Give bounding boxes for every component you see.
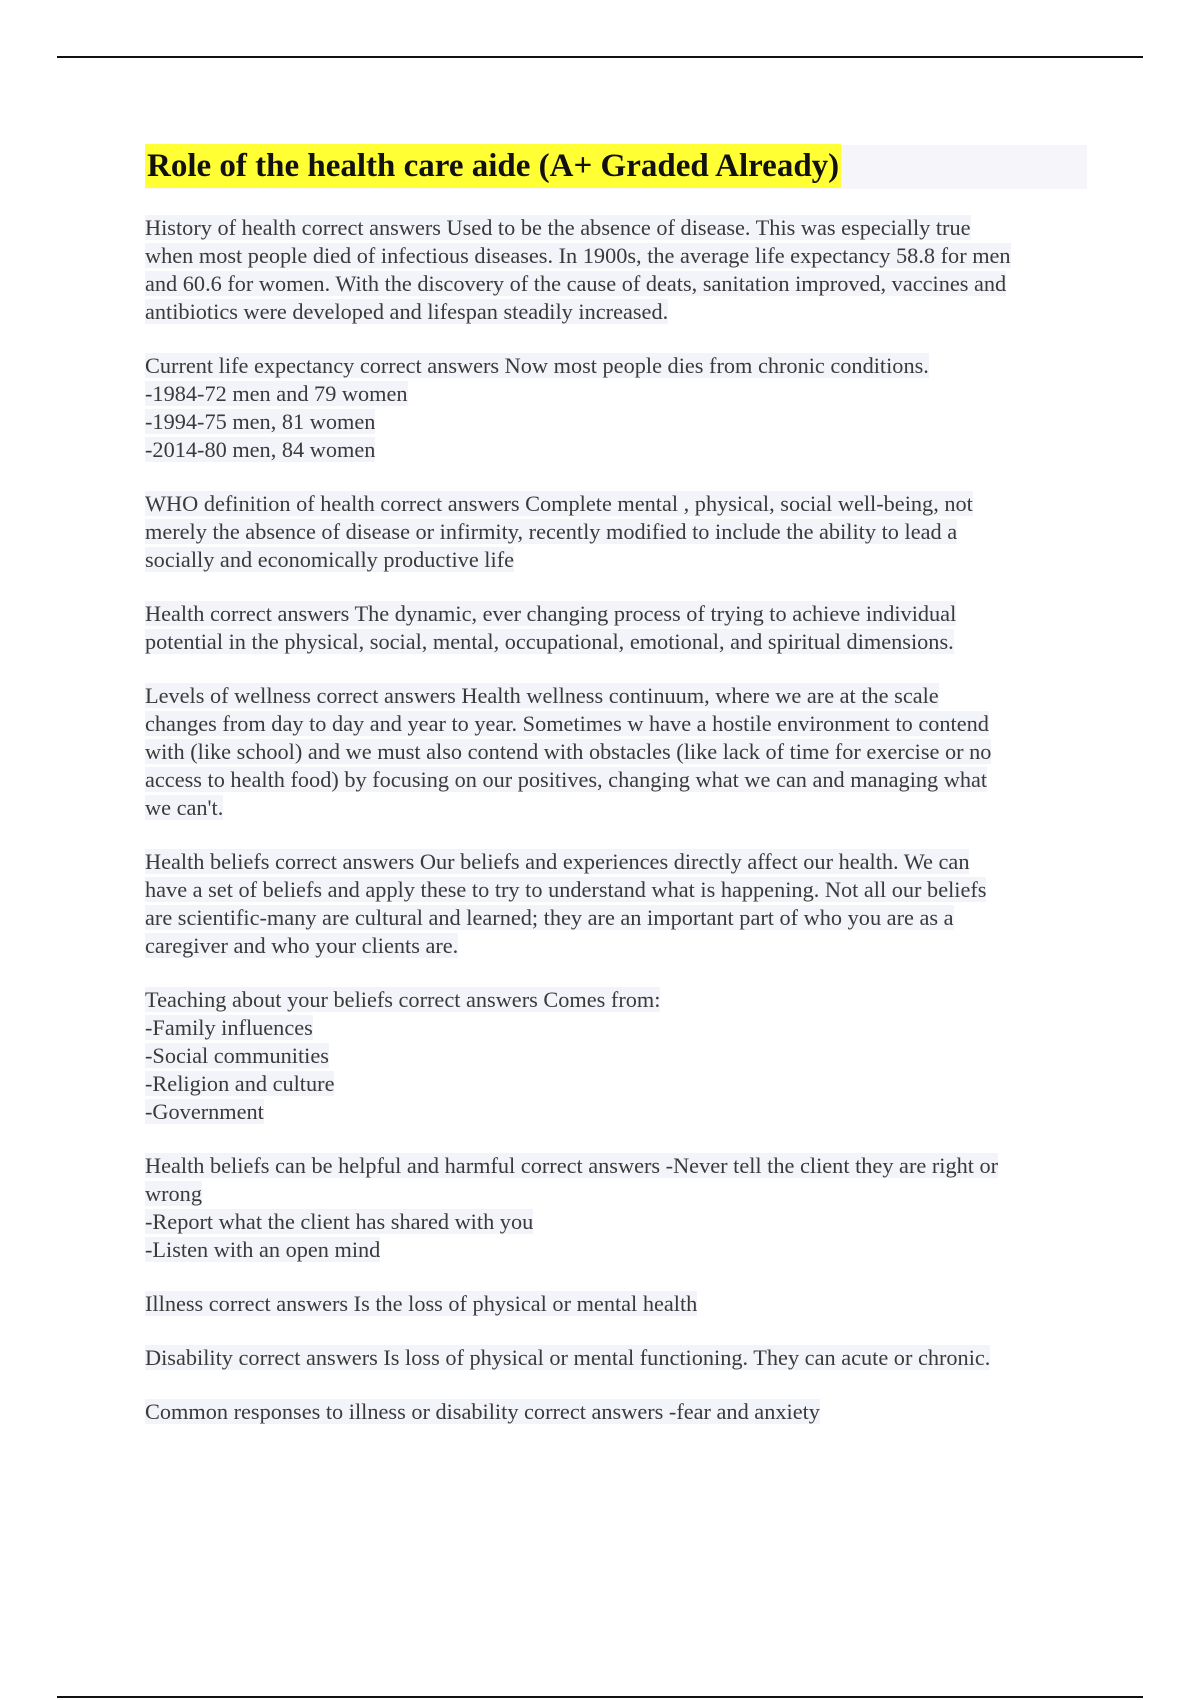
text-line: Health beliefs correct answers Our beliefs and experiences directly affect our health. We can	[145, 849, 970, 874]
paragraph-common-responses	[145, 1398, 1095, 1426]
text-line: when most people died of infectious diseases. In 1900s, the average life expectancy 58.8 for men	[145, 243, 1011, 268]
text-line: Teaching about your beliefs correct answers Comes from:	[145, 987, 661, 1012]
text-line: -1984-72 men and 79 women	[145, 381, 408, 406]
text-line: Health correct answers The dynamic, ever changing process of trying to achieve individual	[145, 601, 957, 626]
paragraph-illness	[145, 1290, 1095, 1318]
paragraph-levels-of-wellness	[145, 682, 1095, 822]
paragraph-health-beliefs	[145, 848, 1095, 960]
text-line: merely the absence of disease or infirmity, recently modified to include the ability to lead a	[145, 519, 958, 544]
document-title: Role of the health care aide (A+ Graded Already)	[145, 144, 841, 188]
text-line: access to health food) by focusing on our positives, changing what we can and managing what	[145, 767, 988, 792]
document-body	[145, 214, 1095, 1452]
paragraph-disability	[145, 1344, 1095, 1372]
text-line: -Report what the client has shared with you	[145, 1209, 534, 1234]
text-line: History of health correct answers Used to be the absence of disease. This was especially true	[145, 215, 971, 240]
text-line: -Religion and culture	[145, 1071, 335, 1096]
text-line: antibiotics were developed and lifespan steadily increased.	[145, 299, 669, 324]
text-line: have a set of beliefs and apply these to try to understand what is happening. Not all our beliefs	[145, 877, 987, 902]
text-line: -Listen with an open mind	[145, 1237, 381, 1262]
text-line: potential in the physical, social, mental, occupational, emotional, and spiritual dimensions.	[145, 629, 954, 654]
text-line: -Family influences	[145, 1015, 313, 1040]
text-line: WHO definition of health correct answers Complete mental , physical, social well-being, not	[145, 491, 973, 516]
text-line: Common responses to illness or disability correct answers -fear and anxiety	[145, 1399, 820, 1424]
text-line: -Social communities	[145, 1043, 329, 1068]
text-line: -1994-75 men, 81 women	[145, 409, 376, 434]
text-line: Illness correct answers Is the loss of physical or mental health	[145, 1291, 698, 1316]
text-line: -2014-80 men, 84 women	[145, 437, 376, 462]
text-line: caregiver and who your clients are.	[145, 933, 459, 958]
text-line: with (like school) and we must also contend with obstacles (like lack of time for exercise or no	[145, 739, 992, 764]
paragraph-history-of-health	[145, 214, 1095, 326]
text-line: we can't.	[145, 795, 224, 820]
text-line: Levels of wellness correct answers Health wellness continuum, where we are at the scale	[145, 683, 939, 708]
text-line: are scientific-many are cultural and learned; they are an important part of who you are as a	[145, 905, 954, 930]
text-line: socially and economically productive life	[145, 547, 515, 572]
text-line: -Government	[145, 1099, 264, 1124]
paragraph-who-definition	[145, 490, 1095, 574]
bottom-rule	[57, 1696, 1143, 1698]
paragraph-helpful-and-harmful	[145, 1152, 1095, 1264]
text-line: wrong	[145, 1181, 202, 1206]
text-line: Current life expectancy correct answers Now most people dies from chronic conditions.	[145, 353, 929, 378]
top-rule	[57, 56, 1143, 58]
paragraph-current-life-expectancy	[145, 352, 1095, 464]
text-line: and 60.6 for women. With the discovery of the cause of deats, sanitation improved, vaccines and	[145, 271, 1007, 296]
paragraph-health	[145, 600, 1095, 656]
paragraph-teaching-about-beliefs	[145, 986, 1095, 1126]
text-line: Health beliefs can be helpful and harmful correct answers -Never tell the client they are right or	[145, 1153, 999, 1178]
text-line: Disability correct answers Is loss of physical or mental functioning. They can acute or chronic.	[145, 1345, 991, 1370]
text-line: changes from day to day and year to year. Sometimes w have a hostile environment to contend	[145, 711, 989, 736]
